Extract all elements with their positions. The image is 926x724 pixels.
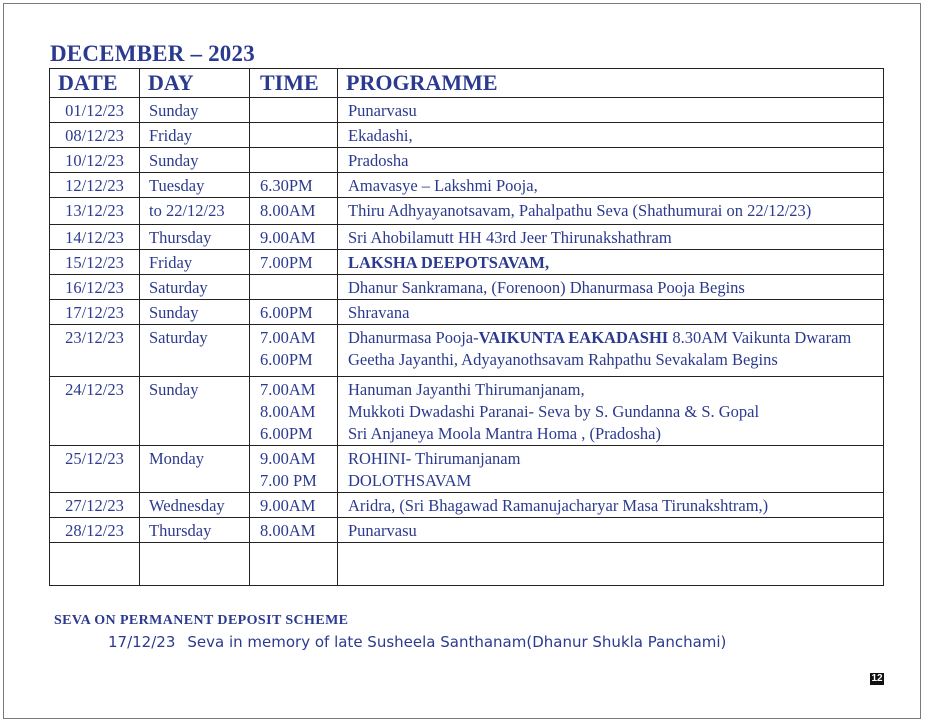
- cell-day: Saturday: [140, 275, 250, 300]
- header-day: DAY: [140, 69, 250, 98]
- programme-line: [348, 302, 883, 324]
- table-row: [50, 300, 884, 325]
- programme-line: [348, 520, 883, 542]
- cell-date: 25/12/23: [50, 446, 140, 493]
- cell-day: Saturday: [140, 325, 250, 377]
- programme-line: [348, 252, 883, 274]
- time-line: 9.00AM: [260, 496, 316, 515]
- schedule-table: [49, 68, 884, 586]
- time-line: 6.00PM: [260, 350, 313, 369]
- cell-day: Friday: [140, 250, 250, 275]
- table-row: [50, 543, 884, 586]
- programme-line: [348, 227, 883, 249]
- cell-date: 15/12/23: [50, 250, 140, 275]
- cell-time: [250, 250, 338, 275]
- programme-text: Mukkoti Dwadashi Paranai- Seva by S. Gundanna & S. Gopal: [348, 402, 760, 421]
- programme-text: Dhanur Sankramana, (Forenoon) Dhanurmasa Pooja Begins: [348, 278, 745, 297]
- cell-programme: [338, 300, 884, 325]
- cell-date: 24/12/23: [50, 377, 140, 446]
- seva-date: 17/12/23: [108, 633, 176, 651]
- cell-day: Monday: [140, 446, 250, 493]
- programme-line: [348, 200, 883, 222]
- programme-line: [348, 150, 883, 172]
- programme-text: DOLOTHSAVAM: [348, 471, 472, 490]
- programme-line: [348, 423, 883, 445]
- time-line: 6.00PM: [260, 424, 313, 443]
- cell-time: [250, 377, 338, 446]
- time-line: 8.00AM: [260, 521, 316, 540]
- time-line: 6.00PM: [260, 303, 313, 322]
- cell-time: [250, 518, 338, 543]
- time-line: 7.00AM: [260, 380, 316, 399]
- programme-text: Dhanurmasa Pooja-: [348, 328, 479, 347]
- programme-text: Pradosha: [348, 151, 409, 170]
- programme-text: Sri Anjaneya Moola Mantra Homa , (Pradosha): [348, 424, 661, 443]
- programme-text: Aridra, (Sri Bhagawad Ramanujacharyar Masa Tirunakshtram,): [348, 496, 769, 515]
- cell-date: 16/12/23: [50, 275, 140, 300]
- header-row: [50, 69, 884, 98]
- cell-date: 13/12/23: [50, 198, 140, 225]
- programme-line: [348, 448, 883, 470]
- cell-day: Tuesday: [140, 173, 250, 198]
- seva-title: SEVA ON PERMANENT DEPOSIT SCHEME: [54, 613, 349, 628]
- table-row: [50, 518, 884, 543]
- time-line: 7.00 PM: [260, 471, 317, 490]
- table-row: [50, 225, 884, 250]
- cell-day: Thursday: [140, 518, 250, 543]
- cell-date: 23/12/23: [50, 325, 140, 377]
- time-line: 9.00AM: [260, 449, 316, 468]
- cell-programme: [338, 377, 884, 446]
- programme-text: Punarvasu: [348, 101, 417, 120]
- page-title: DECEMBER – 2023: [50, 41, 255, 66]
- programme-line: [348, 495, 883, 517]
- cell-day: to 22/12/23: [140, 198, 250, 225]
- programme-line: [348, 277, 883, 299]
- programme-text: Punarvasu: [348, 521, 417, 540]
- programme-text: Amavasye – Lakshmi Pooja,: [348, 176, 538, 195]
- cell-day: Sunday: [140, 300, 250, 325]
- time-line: 6.30PM: [260, 176, 313, 195]
- cell-time: [250, 123, 338, 148]
- header-date: DATE: [50, 69, 140, 98]
- table-row: [50, 493, 884, 518]
- cell-day: Sunday: [140, 377, 250, 446]
- cell-programme: [338, 543, 884, 586]
- time-line: 8.00AM: [260, 201, 316, 220]
- cell-day: Friday: [140, 123, 250, 148]
- cell-time: [250, 198, 338, 225]
- table-row: [50, 446, 884, 493]
- programme-text: Thiru Adhyayanotsavam, Pahalpathu Seva (Shathumurai on 22/12/23): [348, 201, 812, 220]
- page-number: 12: [871, 673, 883, 684]
- cell-time: [250, 543, 338, 586]
- cell-date: 10/12/23: [50, 148, 140, 173]
- cell-programme: [338, 325, 884, 377]
- time-line: 7.00AM: [260, 328, 316, 347]
- programme-line: [348, 175, 883, 197]
- cell-date: 17/12/23: [50, 300, 140, 325]
- cell-day: Sunday: [140, 98, 250, 123]
- header-time: TIME: [250, 69, 338, 98]
- programme-line: [348, 379, 883, 401]
- table-row: [50, 173, 884, 198]
- cell-programme: [338, 173, 884, 198]
- cell-time: [250, 493, 338, 518]
- cell-date: 14/12/23: [50, 225, 140, 250]
- programme-line: [348, 100, 883, 122]
- time-line: 9.00AM: [260, 228, 316, 247]
- table-row: [50, 198, 884, 225]
- cell-day: Thursday: [140, 225, 250, 250]
- programme-text: Ekadashi,: [348, 126, 413, 145]
- programme-text: Shravana: [348, 303, 410, 322]
- cell-time: [250, 148, 338, 173]
- cell-date: 12/12/23: [50, 173, 140, 198]
- cell-time: [250, 275, 338, 300]
- cell-time: [250, 446, 338, 493]
- cell-programme: [338, 446, 884, 493]
- cell-day: Sunday: [140, 148, 250, 173]
- cell-programme: [338, 493, 884, 518]
- page: [3, 3, 921, 719]
- cell-programme: [338, 518, 884, 543]
- time-line: 8.00AM: [260, 402, 316, 421]
- cell-programme: [338, 250, 884, 275]
- programme-text: Hanuman Jayanthi Thirumanjanam,: [348, 380, 585, 399]
- table-row: [50, 123, 884, 148]
- programme-line: [348, 470, 883, 492]
- programme-text: Sri Ahobilamutt HH 43rd Jeer Thirunakshathram: [348, 228, 672, 247]
- cell-programme: [338, 198, 884, 225]
- cell-programme: [338, 275, 884, 300]
- programme-text: LAKSHA DEEPOTSAVAM,: [348, 253, 550, 272]
- cell-programme: [338, 148, 884, 173]
- programme-line: [348, 401, 883, 423]
- programme-text: ROHINI- Thirumanjanam: [348, 449, 521, 468]
- cell-date: 08/12/23: [50, 123, 140, 148]
- header-programme: PROGRAMME: [338, 69, 884, 98]
- time-line: 7.00PM: [260, 253, 313, 272]
- cell-time: [250, 173, 338, 198]
- programme-line: [348, 327, 883, 349]
- cell-time: [250, 300, 338, 325]
- cell-time: [250, 325, 338, 377]
- cell-time: [250, 225, 338, 250]
- cell-programme: [338, 98, 884, 123]
- cell-date: [50, 543, 140, 586]
- cell-programme: [338, 225, 884, 250]
- programme-line: [348, 349, 883, 371]
- programme-line: [348, 125, 883, 147]
- cell-date: 27/12/23: [50, 493, 140, 518]
- cell-date: 28/12/23: [50, 518, 140, 543]
- table-row: [50, 325, 884, 377]
- table-row: [50, 377, 884, 446]
- cell-programme: [338, 123, 884, 148]
- cell-day: [140, 543, 250, 586]
- programme-text: Geetha Jayanthi, Adyayanothsavam Rahpathu Sevakalam Begins: [348, 350, 778, 369]
- seva-line: [108, 633, 726, 651]
- seva-text: Seva in memory of late Susheela Santhanam(Dhanur Shukla Panchami): [187, 633, 727, 651]
- table-row: [50, 250, 884, 275]
- programme-text: 8.30AM Vaikunta Dwaram: [668, 328, 852, 347]
- table-row: [50, 275, 884, 300]
- cell-date: 01/12/23: [50, 98, 140, 123]
- table-row: [50, 148, 884, 173]
- programme-text: VAIKUNTA EAKADASHI: [478, 328, 669, 347]
- cell-time: [250, 98, 338, 123]
- cell-day: Wednesday: [140, 493, 250, 518]
- table-row: [50, 98, 884, 123]
- table-body: [50, 98, 884, 586]
